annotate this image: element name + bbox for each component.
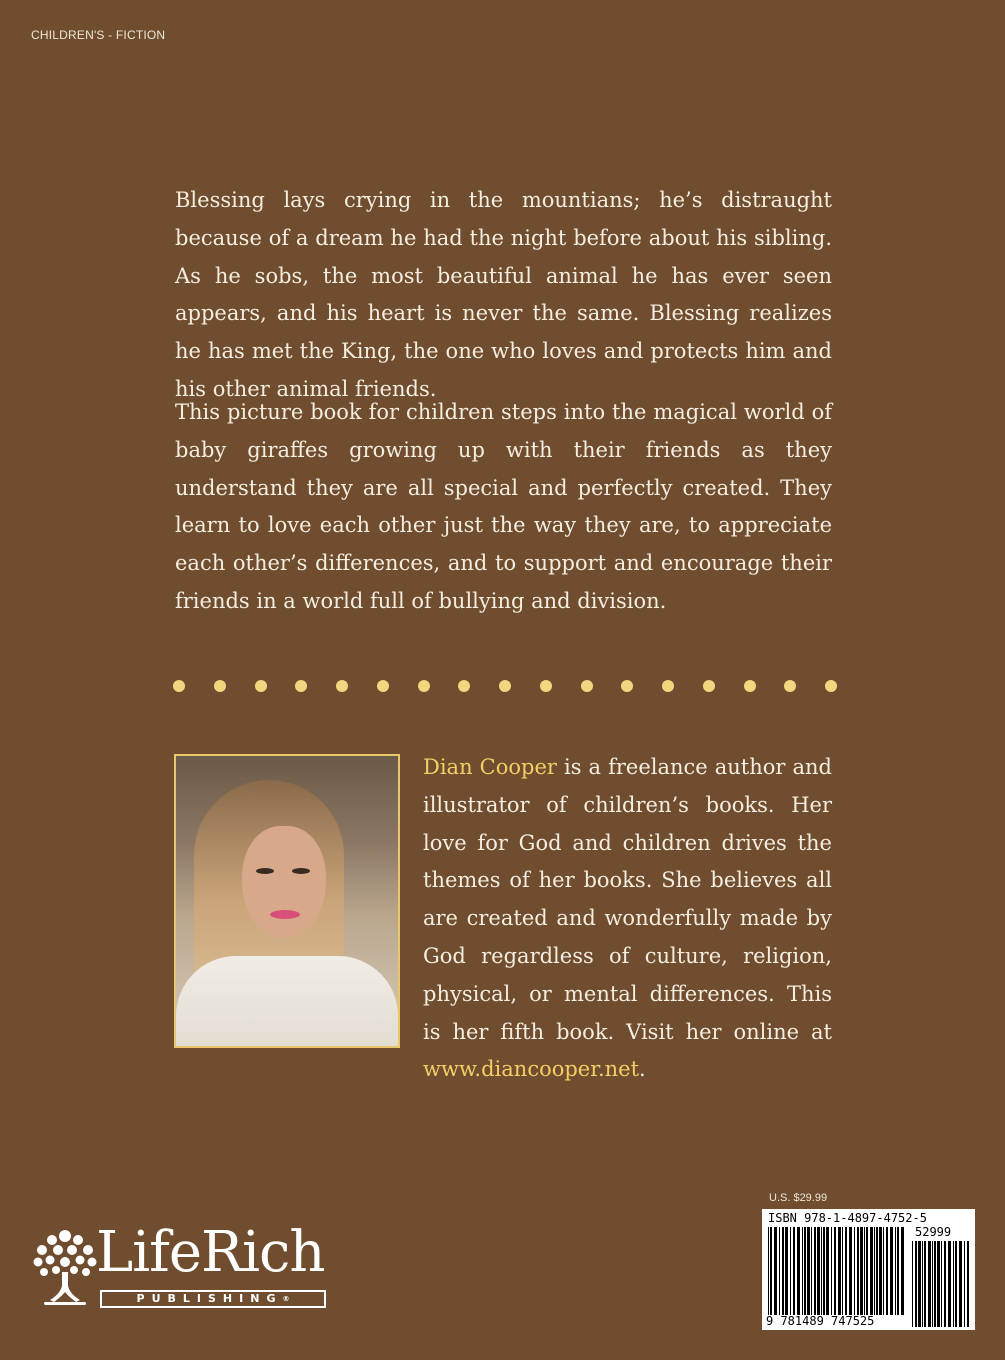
barcode-bar	[770, 1227, 772, 1315]
barcode-bar	[915, 1241, 917, 1327]
divider-dot	[499, 680, 511, 692]
barcode-bar	[928, 1241, 931, 1327]
barcode-bar	[817, 1227, 820, 1315]
barcode-bar	[768, 1227, 769, 1315]
divider-dot	[784, 680, 796, 692]
barcode-bar	[924, 1241, 926, 1327]
barcode-bar	[811, 1227, 812, 1315]
barcode-bar	[854, 1227, 855, 1315]
barcode-bar	[964, 1241, 965, 1327]
divider-dot	[662, 680, 674, 692]
registered-mark: ®	[282, 1295, 290, 1303]
barcode-bar	[834, 1227, 836, 1315]
barcode-bar	[937, 1241, 940, 1327]
tree-icon	[30, 1226, 100, 1312]
author-website-link[interactable]: www.diancooper.net	[423, 1057, 640, 1082]
barcode-bar	[886, 1227, 888, 1315]
publisher-tagline	[100, 1290, 326, 1308]
author-bio-end: .	[639, 1057, 646, 1082]
barcode-bar	[874, 1227, 875, 1315]
divider-dot	[458, 680, 470, 692]
barcode-bar	[876, 1227, 878, 1315]
barcode-bar	[948, 1241, 951, 1327]
author-name: Dian Cooper	[423, 755, 557, 779]
barcode-bar	[866, 1227, 868, 1315]
barcode-bar	[838, 1227, 841, 1315]
divider-dot	[825, 680, 837, 692]
author-bio-text: is a freelance author and illustrator of children’s books. Her love for God and children drives the themes of her books. She believes all are created and wonderfully made by God regardless of culture, religion, physical, or mental differences. This is her fifth book. Visit her online at	[423, 755, 832, 1044]
barcode-bar	[785, 1227, 788, 1315]
barcode-bar	[774, 1227, 777, 1315]
barcode-bar	[895, 1227, 896, 1315]
barcode-bar	[804, 1227, 806, 1315]
barcode-bar	[912, 1241, 913, 1327]
barcode-bar	[955, 1241, 957, 1327]
isbn-label: ISBN 978-1-4897-4752-5	[768, 1211, 927, 1225]
barcode-bar	[941, 1241, 942, 1327]
barcode-bar	[864, 1227, 865, 1315]
barcode-bars	[768, 1227, 906, 1315]
dotted-divider	[173, 680, 837, 692]
barcode-bar	[821, 1227, 822, 1315]
barcode-bar	[793, 1227, 795, 1315]
barcode-bar	[849, 1227, 852, 1315]
blurb-paragraph-1: Blessing lays crying in the mountians; he’s distraught because of a dream he had the night before about his sibling. As he sobs, the most beautiful animal he has ever seen appears, and his heart is never the same. Blessing realizes he has met the King, the one who loves and protects him and his other animal friends.	[175, 188, 832, 401]
barcode-bar	[879, 1227, 882, 1315]
barcode-bar	[959, 1241, 962, 1327]
divider-dot	[703, 680, 715, 692]
barcode-bar	[842, 1227, 843, 1315]
barcode-bar	[823, 1227, 825, 1315]
barcode-bar	[953, 1241, 954, 1327]
barcode-bar	[782, 1227, 784, 1315]
divider-dot	[173, 680, 185, 692]
barcode-bar	[890, 1227, 893, 1315]
barcode-bar	[918, 1241, 921, 1327]
publisher-logo	[30, 1220, 330, 1312]
barcode-bar	[860, 1227, 863, 1315]
barcode-bar	[797, 1227, 800, 1315]
isbn-barcode	[762, 1209, 975, 1330]
divider-dot	[581, 680, 593, 692]
blurb-paragraph-2: This picture book for children steps into the magical world of baby giraffes growing up with their friends as they understand they are all special and perfectly created. They learn to love each other just the way they are, to appreciate each other’s differences, and to support and encourage their friends in a world full of bullying and division.	[175, 400, 832, 613]
barcode-bar	[802, 1227, 803, 1315]
barcode-bar	[922, 1241, 923, 1327]
barcode-bar	[826, 1227, 829, 1315]
barcode-bar	[967, 1241, 969, 1327]
divider-dot	[418, 680, 430, 692]
divider-dot	[377, 680, 389, 692]
barcode-bar	[901, 1227, 904, 1315]
ean-number: 9 781489 747525	[766, 1314, 875, 1328]
author-photo	[174, 754, 400, 1048]
barcode-bar	[814, 1227, 816, 1315]
barcode-bar	[790, 1227, 791, 1315]
barcode-bar	[944, 1241, 946, 1327]
barcode-addon-bars	[912, 1241, 970, 1327]
barcode-bar	[779, 1227, 780, 1315]
barcode-bar	[870, 1227, 873, 1315]
barcode-bar	[807, 1227, 810, 1315]
price-label: U.S. $29.99	[769, 1192, 828, 1204]
publisher-name: LifeRich	[96, 1220, 325, 1285]
author-bio	[423, 749, 832, 1089]
divider-dot	[336, 680, 348, 692]
barcode-bar	[831, 1227, 832, 1315]
barcode-bar	[857, 1227, 859, 1315]
divider-dot	[214, 680, 226, 692]
divider-dot	[540, 680, 552, 692]
divider-dot	[295, 680, 307, 692]
divider-dot	[621, 680, 633, 692]
barcode-bar	[934, 1241, 936, 1327]
divider-dot	[255, 680, 267, 692]
barcode-bar	[932, 1241, 933, 1327]
barcode-bar	[883, 1227, 884, 1315]
barcode-bar	[897, 1227, 899, 1315]
barcode-addon-number: 52999	[915, 1225, 952, 1239]
divider-dot	[744, 680, 756, 692]
barcode-bar	[845, 1227, 847, 1315]
publisher-tagline-text: PUBLISHING	[136, 1292, 283, 1305]
genre-label: CHILDREN'S - FICTION	[31, 28, 166, 42]
